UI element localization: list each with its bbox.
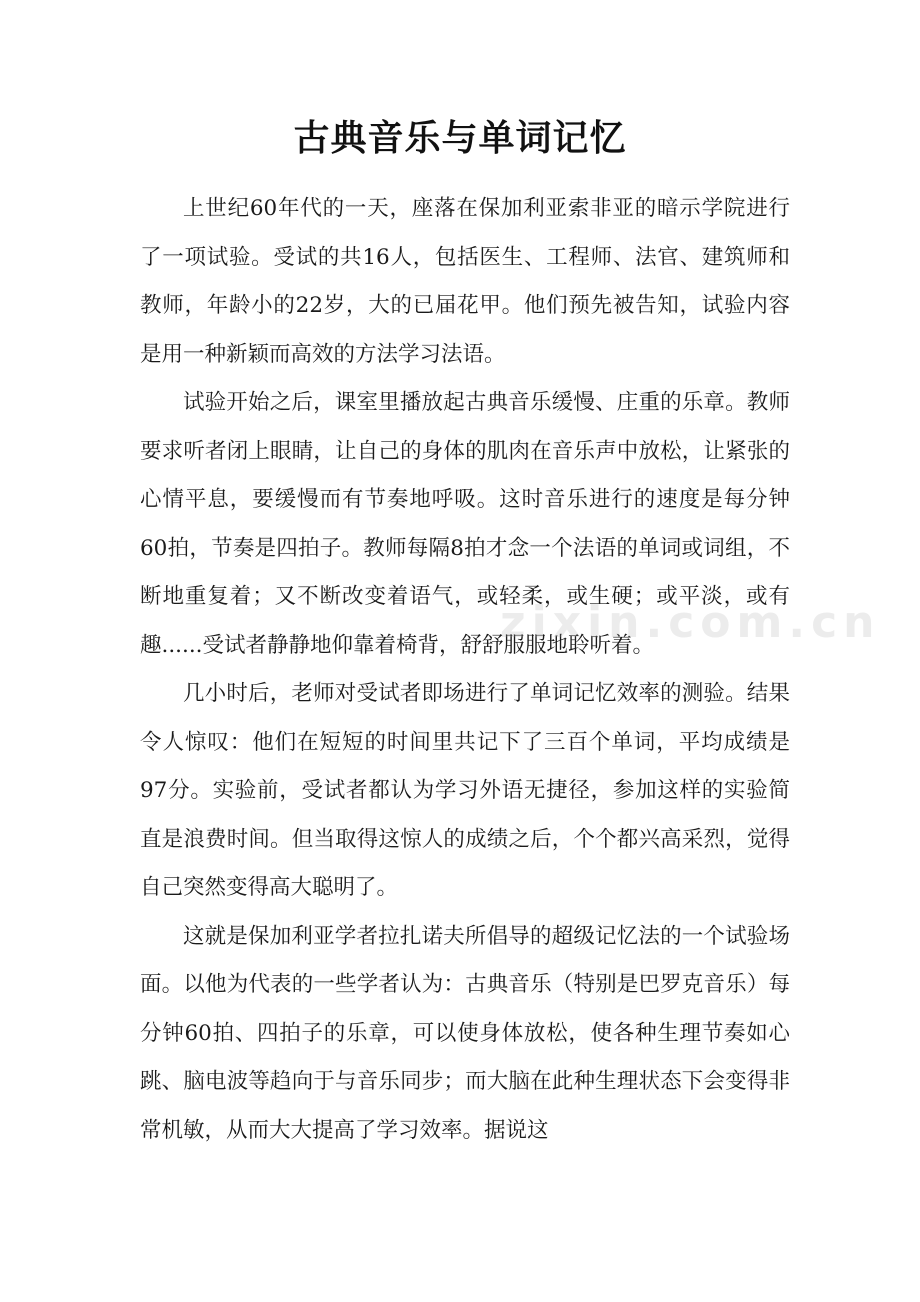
paragraph-1: 上世纪60年代的一天，座落在保加利亚索非亚的暗示学院进行了一项试验。受试的共16人，包括医生、工程师、法官、建筑师和教师，年龄小的22岁，大的已届花甲。他们预先被告知，试验内容是用一种新颖而高效的方法学习法语。: [140, 196, 790, 367]
paragraph-2: 试验开始之后，课室里播放起古典音乐缓慢、庄重的乐章。教师要求听者闭上眼睛，让自己的身体的肌肉在音乐声中放松，让紧张的心情平息，要缓慢而有节奏地呼吸。这时音乐进行的速度是每分钟60拍，节奏是四拍子。教师每隔8拍才念一个法语的单词或词组，不断地重复着；又不断改变着语气，或轻柔，或生硬；或平淡，或有趣......受试者静静地仰靠着椅背，舒舒服服地聆听着。: [140, 390, 790, 658]
page-title: 古典音乐与单词记忆: [293, 117, 627, 159]
paragraph-4: 这就是保加利亚学者拉扎诺夫所倡导的超级记忆法的一个试验场面。以他为代表的一些学者认为：古典音乐（特别是巴罗克音乐）每分钟60拍、四拍子的乐章，可以使身体放松，使各种生理节奏如心跳、脑电波等趋向于与音乐同步；而大脑在此种生理状态下会变得非常机敏，从而大大提高了学习效率。据说这: [140, 923, 790, 1143]
article-body: [140, 185, 790, 1155]
paragraph-3: 几小时后，老师对受试者即场进行了单词记忆效率的测验。结果令人惊叹：他们在短短的时间里共记下了三百个单词，平均成绩是97分。实验前，受试者都认为学习外语无捷径，参加这样的实验简直是浪费时间。但当取得这惊人的成绩之后，个个都兴高采烈，觉得自己突然变得高大聪明了。: [140, 681, 790, 900]
watermark: zixin.com.cn: [500, 597, 881, 648]
